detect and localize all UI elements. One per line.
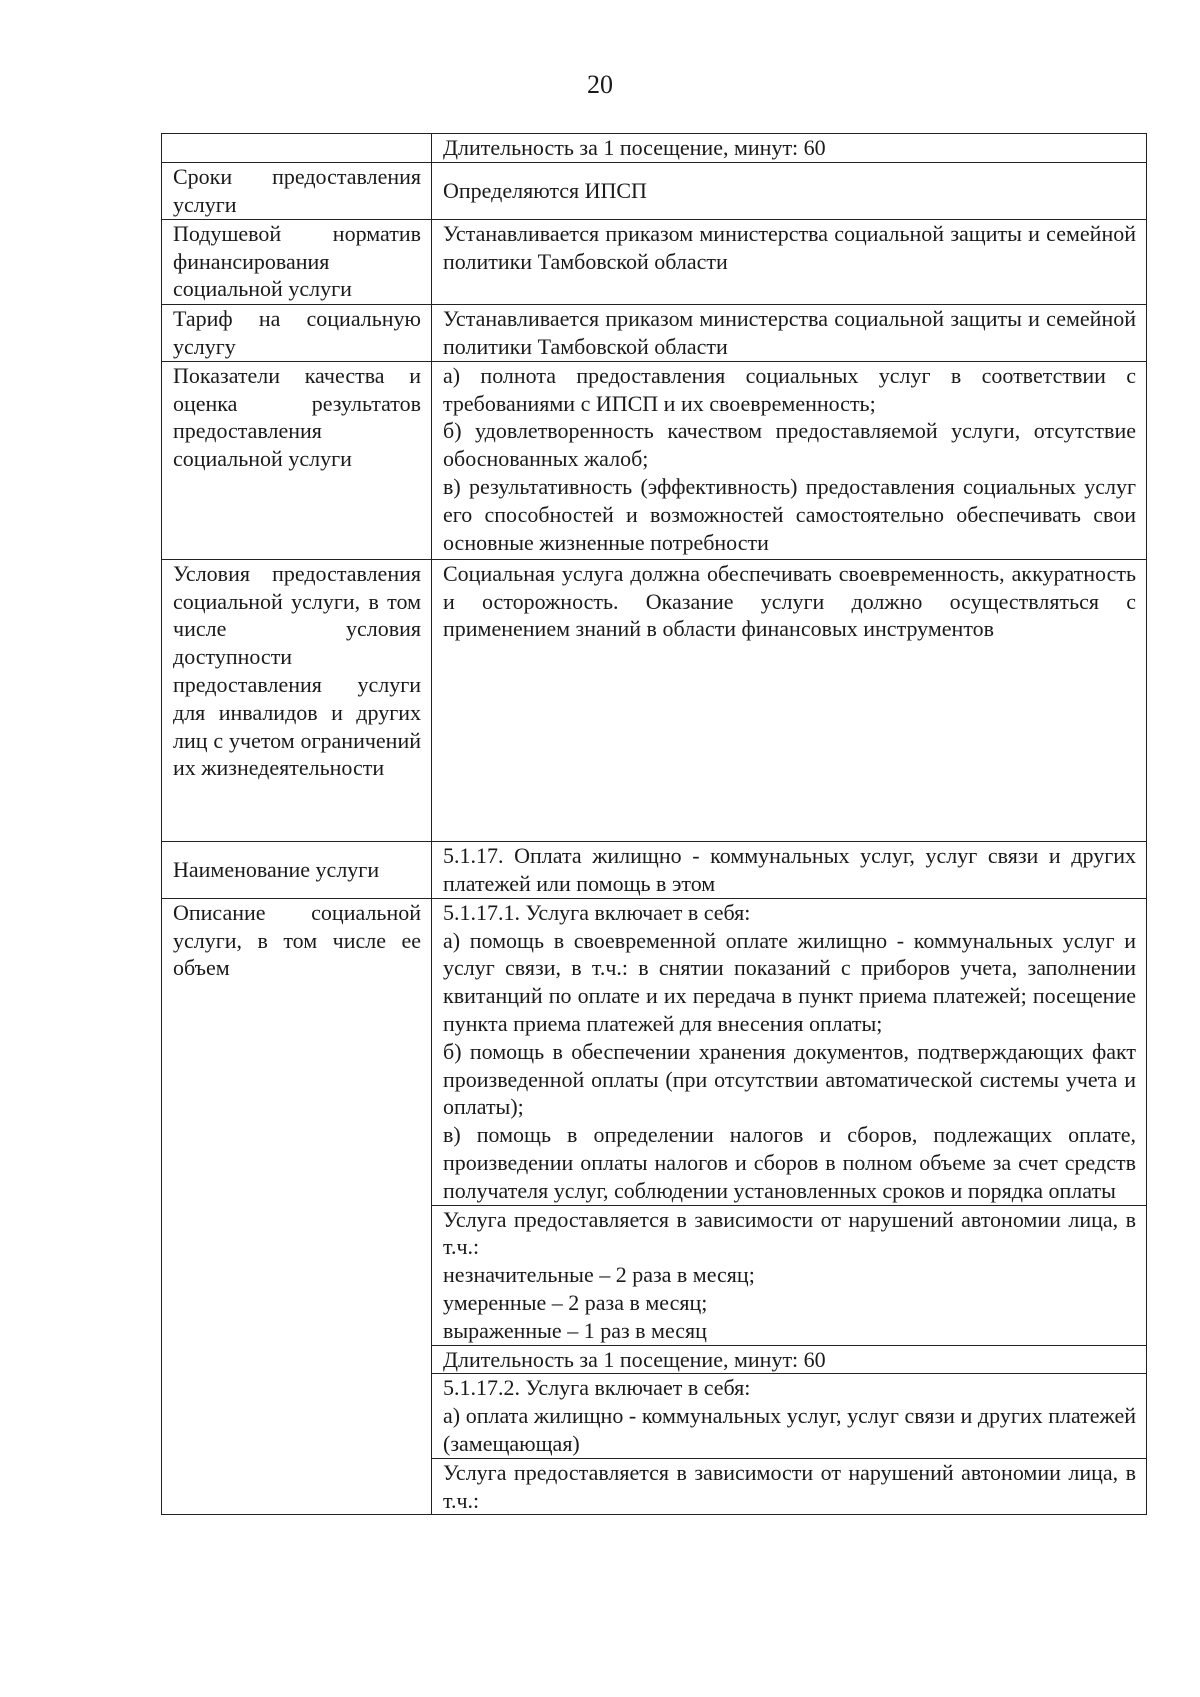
label-cell: Сроки предоставления услуги: [162, 162, 432, 219]
list-item: б) удовлетворенность качеством предоставляемой услуги, отсутствие обоснованных жалоб;: [443, 418, 1136, 472]
label-cell: Показатели качества и оценка результатов предоставления социальной услуги: [162, 361, 432, 559]
list-item: б) помощь в обеспечении хранения документов, подтверждающих факт произведенной оплаты (при отсутствии автоматической системы учета и оплаты);: [443, 1038, 1136, 1120]
service-table: [161, 133, 1147, 1515]
table-row: [162, 898, 1147, 1205]
value-cell: Определяются ИПСП: [432, 162, 1147, 219]
table-row: [162, 134, 1147, 163]
label-cell: [162, 134, 432, 163]
list-item: а) полнота предоставления социальных услуг в соответствии с требованиями с ИПСП и их своевременность;: [443, 362, 1136, 416]
value-cell: Устанавливается приказом министерства социальной защиты и семейной политики Тамбовской области: [432, 304, 1147, 361]
table-row: [162, 841, 1147, 898]
page-number: 20: [587, 70, 613, 99]
table-row: [162, 559, 1147, 841]
value-cell: [432, 1374, 1147, 1458]
section-heading: 5.1.17.1. Услуга включает в себя:: [443, 899, 751, 925]
autonomy-intro: Услуга предоставляется в зависимости от нарушений автономии лица, в т.ч.:: [443, 1206, 1136, 1260]
list-item: в) помощь в определении налогов и сборов, подлежащих оплате, произведении оплаты налогов и сборов в полном объеме за счет средств получателя услуг, соблюдении установленных сроков и порядка оплаты: [443, 1122, 1136, 1203]
label-cell: Подушевой норматив финансирования социальной услуги: [162, 219, 432, 304]
label-cell: Описание социальной услуги, в том числе ее объем: [162, 898, 432, 1515]
list-item: в) результативность (эффективность) предоставления социальных услуг его способностей и возможностей самостоятельно обеспечивать свои основные жизненные потребности: [443, 473, 1136, 555]
service-name-cell: 5.1.17. Оплата жилищно - коммунальных услуг, услуг связи и других платежей или помощь в этом: [432, 841, 1147, 898]
list-item: выраженные – 1 раз в месяц: [443, 1317, 707, 1343]
autonomy-intro: Услуга предоставляется в зависимости от нарушений автономии лица, в т.ч.:: [432, 1458, 1147, 1515]
value-cell: [432, 1205, 1147, 1345]
table-row: [162, 219, 1147, 304]
table-row: [162, 304, 1147, 361]
duration-cell: Длительность за 1 посещение, минут: 60: [432, 1345, 1147, 1374]
value-cell: [432, 898, 1147, 1205]
label-cell: Условия предоставления социальной услуги, в том числе условия доступности предоставления услуги для инвалидов и других лиц с учетом ограничений их жизнедеятельности: [162, 559, 432, 841]
list-item: а) помощь в своевременной оплате жилищно - коммунальных услуг и услуг связи, в т.ч.: в снятии показаний с приборов учета, заполнении квитанций по оплате и их передача в пункт приема платежей; посещение пункта приема платежей для внесения оплаты;: [443, 927, 1136, 1036]
value-cell: [432, 361, 1147, 559]
list-item: умеренные – 2 раза в месяц;: [443, 1289, 708, 1315]
list-item: незначительные – 2 раза в месяц;: [443, 1262, 755, 1288]
list-item: а) оплата жилищно - коммунальных услуг, услуг связи и других платежей (замещающая): [443, 1403, 1136, 1456]
label-cell: Наименование услуги: [162, 841, 432, 898]
table-row: [162, 361, 1147, 559]
table-row: [162, 162, 1147, 219]
section-heading: 5.1.17.2. Услуга включает в себя:: [443, 1375, 751, 1401]
value-cell: Устанавливается приказом министерства социальной защиты и семейной политики Тамбовской области: [432, 219, 1147, 304]
duration-cell: Длительность за 1 посещение, минут: 60: [432, 134, 1147, 163]
label-cell: Тариф на социальную услугу: [162, 304, 432, 361]
value-cell: Социальная услуга должна обеспечивать своевременность, аккуратность и осторожность. Оказание услуги должно осуществляться с применением знаний в области финансовых инструментов: [432, 559, 1147, 841]
